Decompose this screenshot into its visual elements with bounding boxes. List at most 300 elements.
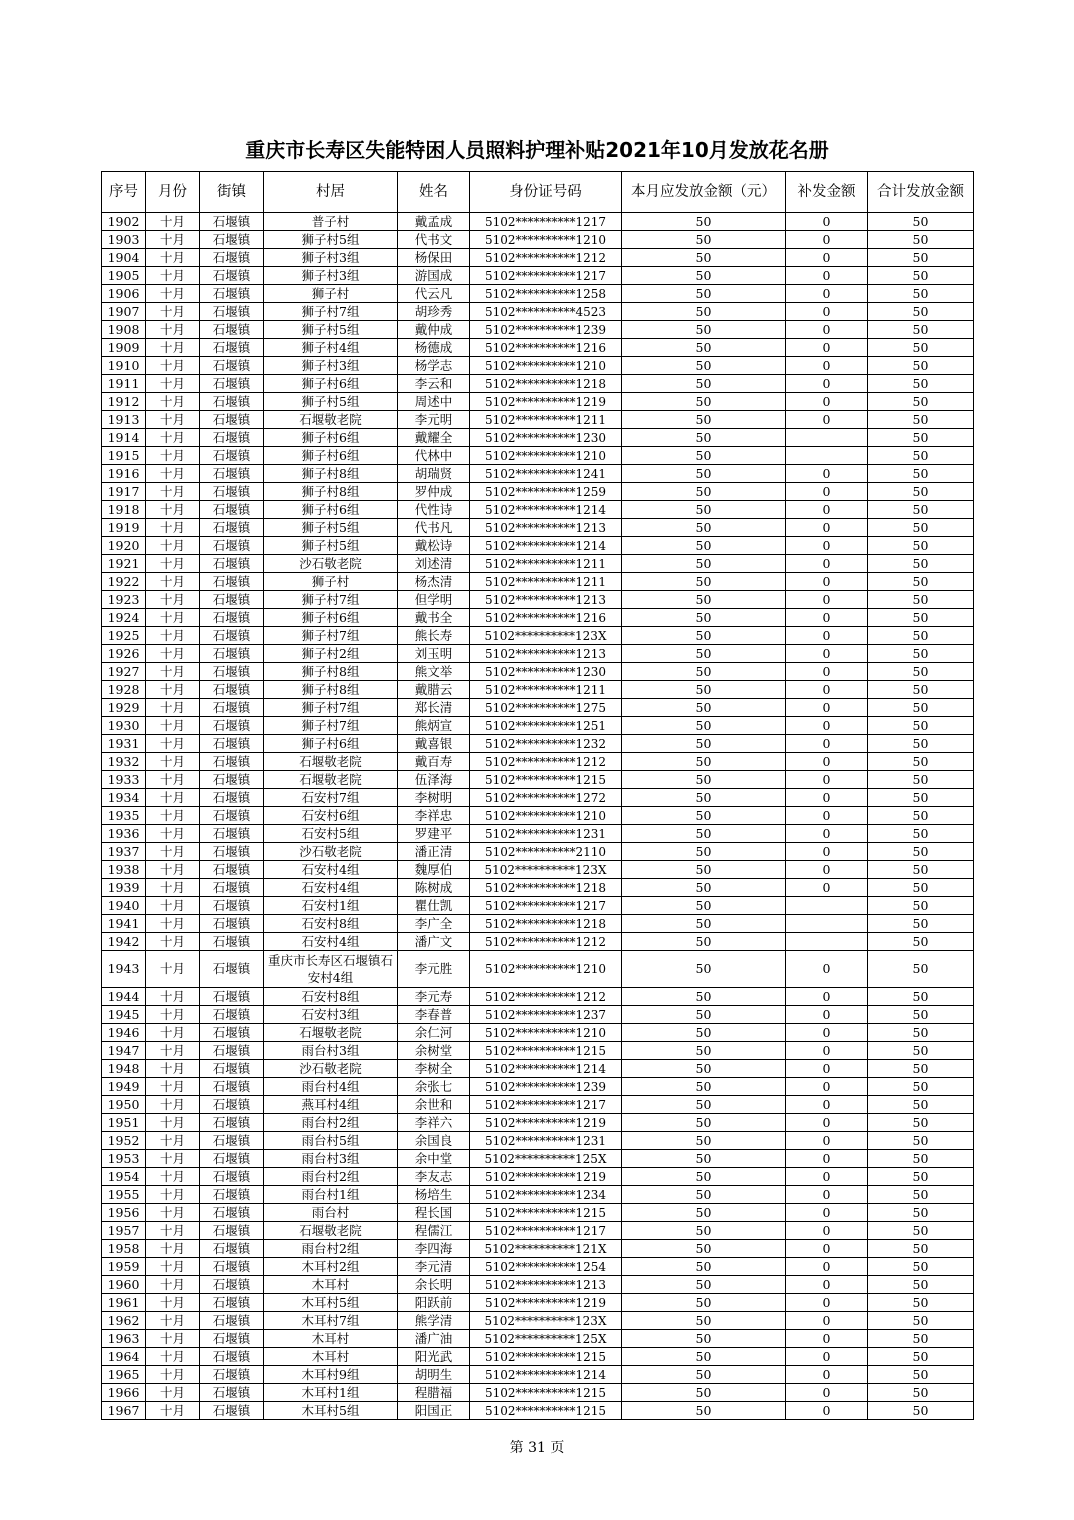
id-number-cell: 5102**********1214 [470, 1060, 622, 1078]
town-cell: 石堰镇 [200, 357, 264, 375]
town-cell: 石堰镇 [200, 771, 264, 789]
town-cell: 石堰镇 [200, 501, 264, 519]
month-cell: 十月 [146, 609, 200, 627]
name-cell: 杨杰清 [398, 573, 470, 591]
town-cell: 石堰镇 [200, 1348, 264, 1366]
table-row [102, 1168, 974, 1186]
total-cell: 50 [868, 699, 974, 717]
total-cell: 50 [868, 1060, 974, 1078]
amount-due-cell: 50 [622, 375, 786, 393]
village-cell: 雨台村2组 [264, 1240, 398, 1258]
seq-cell: 1907 [102, 303, 146, 321]
name-cell: 潘广油 [398, 1330, 470, 1348]
table-row [102, 1384, 974, 1402]
town-cell: 石堰镇 [200, 735, 264, 753]
seq-cell: 1922 [102, 573, 146, 591]
table-row [102, 573, 974, 591]
back-pay-cell: 0 [786, 1222, 868, 1240]
back-pay-cell: 0 [786, 483, 868, 501]
total-cell: 50 [868, 303, 974, 321]
total-cell: 50 [868, 429, 974, 447]
name-cell: 潘正清 [398, 843, 470, 861]
name-cell: 李元寿 [398, 988, 470, 1006]
name-cell: 陈树成 [398, 879, 470, 897]
name-cell: 阳跃前 [398, 1294, 470, 1312]
seq-cell: 1916 [102, 465, 146, 483]
back-pay-cell: 0 [786, 1312, 868, 1330]
seq-cell: 1947 [102, 1042, 146, 1060]
id-number-cell: 5102**********2110 [470, 843, 622, 861]
total-cell: 50 [868, 1024, 974, 1042]
total-cell: 50 [868, 1150, 974, 1168]
seq-cell: 1941 [102, 915, 146, 933]
total-cell: 50 [868, 447, 974, 465]
back-pay-cell: 0 [786, 213, 868, 231]
town-cell: 石堰镇 [200, 609, 264, 627]
seq-cell: 1914 [102, 429, 146, 447]
seq-cell: 1924 [102, 609, 146, 627]
id-number-cell: 5102**********1219 [470, 1294, 622, 1312]
amount-due-cell: 50 [622, 1186, 786, 1204]
town-cell: 石堰镇 [200, 1312, 264, 1330]
seq-cell: 1952 [102, 1132, 146, 1150]
town-cell: 石堰镇 [200, 1168, 264, 1186]
seq-cell: 1961 [102, 1294, 146, 1312]
table-row [102, 1042, 974, 1060]
total-cell: 50 [868, 1168, 974, 1186]
table-row [102, 1024, 974, 1042]
back-pay-cell: 0 [786, 1024, 868, 1042]
id-number-cell: 5102**********1234 [470, 1186, 622, 1204]
back-pay-cell: 0 [786, 1132, 868, 1150]
table-row [102, 807, 974, 825]
village-cell: 木耳村2组 [264, 1258, 398, 1276]
back-pay-cell: 0 [786, 573, 868, 591]
town-cell: 石堰镇 [200, 897, 264, 915]
id-number-cell: 5102**********1237 [470, 1006, 622, 1024]
name-cell: 杨培生 [398, 1186, 470, 1204]
month-cell: 十月 [146, 501, 200, 519]
town-cell: 石堰镇 [200, 681, 264, 699]
seq-cell: 1934 [102, 789, 146, 807]
total-cell: 50 [868, 339, 974, 357]
back-pay-cell: 0 [786, 1060, 868, 1078]
seq-cell: 1921 [102, 555, 146, 573]
amount-due-cell: 50 [622, 591, 786, 609]
back-pay-cell: 0 [786, 951, 868, 988]
month-cell: 十月 [146, 321, 200, 339]
total-cell: 50 [868, 825, 974, 843]
month-cell: 十月 [146, 1402, 200, 1420]
town-cell: 石堰镇 [200, 1024, 264, 1042]
village-cell: 沙石敬老院 [264, 555, 398, 573]
village-cell: 雨台村 [264, 1204, 398, 1222]
id-number-cell: 5102**********1212 [470, 933, 622, 951]
id-number-cell: 5102**********1231 [470, 825, 622, 843]
header-cell: 村居 [264, 172, 398, 213]
seq-cell: 1926 [102, 645, 146, 663]
id-number-cell: 5102**********1251 [470, 717, 622, 735]
id-number-cell: 5102**********1212 [470, 753, 622, 771]
id-number-cell: 5102**********1213 [470, 645, 622, 663]
table-row [102, 1078, 974, 1096]
back-pay-cell: 0 [786, 411, 868, 429]
village-cell: 狮子村7组 [264, 717, 398, 735]
total-cell: 50 [868, 537, 974, 555]
amount-due-cell: 50 [622, 285, 786, 303]
month-cell: 十月 [146, 753, 200, 771]
total-cell: 50 [868, 1312, 974, 1330]
id-number-cell: 5102**********1211 [470, 411, 622, 429]
table-row [102, 213, 974, 231]
village-cell: 狮子村4组 [264, 339, 398, 357]
amount-due-cell: 50 [622, 663, 786, 681]
header-cell: 姓名 [398, 172, 470, 213]
seq-cell: 1929 [102, 699, 146, 717]
seq-cell: 1927 [102, 663, 146, 681]
amount-due-cell: 50 [622, 1078, 786, 1096]
amount-due-cell: 50 [622, 537, 786, 555]
back-pay-cell: 0 [786, 249, 868, 267]
amount-due-cell: 50 [622, 789, 786, 807]
name-cell: 李四海 [398, 1240, 470, 1258]
name-cell: 胡瑞贤 [398, 465, 470, 483]
id-number-cell: 5102**********1215 [470, 1042, 622, 1060]
village-cell: 石安村8组 [264, 915, 398, 933]
name-cell: 潘广文 [398, 933, 470, 951]
amount-due-cell: 50 [622, 429, 786, 447]
seq-cell: 1966 [102, 1384, 146, 1402]
amount-due-cell: 50 [622, 357, 786, 375]
town-cell: 石堰镇 [200, 1006, 264, 1024]
town-cell: 石堰镇 [200, 861, 264, 879]
total-cell: 50 [868, 573, 974, 591]
back-pay-cell: 0 [786, 393, 868, 411]
seq-cell: 1955 [102, 1186, 146, 1204]
id-number-cell: 5102**********1211 [470, 555, 622, 573]
town-cell: 石堰镇 [200, 1060, 264, 1078]
id-number-cell: 5102**********1258 [470, 285, 622, 303]
id-number-cell: 5102**********1216 [470, 339, 622, 357]
amount-due-cell: 50 [622, 1384, 786, 1402]
village-cell: 狮子村 [264, 285, 398, 303]
id-number-cell: 5102**********1218 [470, 375, 622, 393]
table-row [102, 789, 974, 807]
table-row [102, 645, 974, 663]
table-row [102, 339, 974, 357]
back-pay-cell: 0 [786, 1276, 868, 1294]
month-cell: 十月 [146, 988, 200, 1006]
town-cell: 石堰镇 [200, 591, 264, 609]
month-cell: 十月 [146, 663, 200, 681]
name-cell: 李树全 [398, 1060, 470, 1078]
town-cell: 石堰镇 [200, 1078, 264, 1096]
town-cell: 石堰镇 [200, 1330, 264, 1348]
table-row [102, 1312, 974, 1330]
town-cell: 石堰镇 [200, 1222, 264, 1240]
seq-cell: 1910 [102, 357, 146, 375]
total-cell: 50 [868, 357, 974, 375]
name-cell: 程腊福 [398, 1384, 470, 1402]
town-cell: 石堰镇 [200, 1186, 264, 1204]
seq-cell: 1919 [102, 519, 146, 537]
id-number-cell: 5102**********1210 [470, 447, 622, 465]
name-cell: 周述中 [398, 393, 470, 411]
name-cell: 余国良 [398, 1132, 470, 1150]
village-cell: 狮子村5组 [264, 537, 398, 555]
back-pay-cell [786, 447, 868, 465]
amount-due-cell: 50 [622, 879, 786, 897]
month-cell: 十月 [146, 735, 200, 753]
town-cell: 石堰镇 [200, 1402, 264, 1420]
total-cell: 50 [868, 1096, 974, 1114]
id-number-cell: 5102**********1218 [470, 879, 622, 897]
amount-due-cell: 50 [622, 915, 786, 933]
town-cell: 石堰镇 [200, 627, 264, 645]
name-cell: 李广全 [398, 915, 470, 933]
village-cell: 雨台村5组 [264, 1132, 398, 1150]
village-cell: 木耳村5组 [264, 1294, 398, 1312]
month-cell: 十月 [146, 1024, 200, 1042]
total-cell: 50 [868, 861, 974, 879]
village-cell: 石堰敬老院 [264, 771, 398, 789]
village-cell: 狮子村5组 [264, 321, 398, 339]
town-cell: 石堰镇 [200, 1276, 264, 1294]
seq-cell: 1938 [102, 861, 146, 879]
seq-cell: 1937 [102, 843, 146, 861]
village-cell: 木耳村 [264, 1348, 398, 1366]
name-cell: 代书文 [398, 231, 470, 249]
name-cell: 李春普 [398, 1006, 470, 1024]
village-cell: 狮子村2组 [264, 645, 398, 663]
back-pay-cell [786, 915, 868, 933]
seq-cell: 1923 [102, 591, 146, 609]
back-pay-cell: 0 [786, 591, 868, 609]
amount-due-cell: 50 [622, 1024, 786, 1042]
amount-due-cell: 50 [622, 1240, 786, 1258]
month-cell: 十月 [146, 591, 200, 609]
id-number-cell: 5102**********123X [470, 861, 622, 879]
month-cell: 十月 [146, 1258, 200, 1276]
name-cell: 但学明 [398, 591, 470, 609]
village-cell: 雨台村2组 [264, 1114, 398, 1132]
back-pay-cell: 0 [786, 465, 868, 483]
amount-due-cell: 50 [622, 1330, 786, 1348]
back-pay-cell: 0 [786, 861, 868, 879]
total-cell: 50 [868, 1240, 974, 1258]
name-cell: 代云凡 [398, 285, 470, 303]
village-cell: 狮子村6组 [264, 609, 398, 627]
id-number-cell: 5102**********1213 [470, 519, 622, 537]
total-cell: 50 [868, 1276, 974, 1294]
total-cell: 50 [868, 1384, 974, 1402]
back-pay-cell: 0 [786, 537, 868, 555]
back-pay-cell: 0 [786, 519, 868, 537]
table-row [102, 771, 974, 789]
seq-cell: 1943 [102, 951, 146, 988]
table-row [102, 1240, 974, 1258]
amount-due-cell: 50 [622, 267, 786, 285]
month-cell: 十月 [146, 681, 200, 699]
seq-cell: 1939 [102, 879, 146, 897]
table-row [102, 717, 974, 735]
town-cell: 石堰镇 [200, 231, 264, 249]
name-cell: 罗建平 [398, 825, 470, 843]
seq-cell: 1946 [102, 1024, 146, 1042]
name-cell: 李树明 [398, 789, 470, 807]
table-row [102, 681, 974, 699]
table-row [102, 915, 974, 933]
seq-cell: 1962 [102, 1312, 146, 1330]
month-cell: 十月 [146, 447, 200, 465]
month-cell: 十月 [146, 231, 200, 249]
id-number-cell: 5102**********1232 [470, 735, 622, 753]
back-pay-cell: 0 [786, 1186, 868, 1204]
id-number-cell: 5102**********1215 [470, 771, 622, 789]
id-number-cell: 5102**********1254 [470, 1258, 622, 1276]
village-cell: 狮子村3组 [264, 267, 398, 285]
total-cell: 50 [868, 1186, 974, 1204]
name-cell: 李祥忠 [398, 807, 470, 825]
total-cell: 50 [868, 789, 974, 807]
village-cell: 狮子村6组 [264, 375, 398, 393]
village-cell: 石堰敬老院 [264, 411, 398, 429]
month-cell: 十月 [146, 843, 200, 861]
table-row [102, 555, 974, 573]
total-cell: 50 [868, 1402, 974, 1420]
month-cell: 十月 [146, 933, 200, 951]
table-row [102, 1258, 974, 1276]
back-pay-cell: 0 [786, 1240, 868, 1258]
village-cell: 狮子村5组 [264, 393, 398, 411]
seq-cell: 1920 [102, 537, 146, 555]
seq-cell: 1913 [102, 411, 146, 429]
amount-due-cell: 50 [622, 1312, 786, 1330]
seq-cell: 1948 [102, 1060, 146, 1078]
month-cell: 十月 [146, 1240, 200, 1258]
amount-due-cell: 50 [622, 717, 786, 735]
back-pay-cell: 0 [786, 1402, 868, 1420]
back-pay-cell: 0 [786, 1384, 868, 1402]
id-number-cell: 5102**********1219 [470, 1168, 622, 1186]
total-cell: 50 [868, 1006, 974, 1024]
seq-cell: 1945 [102, 1006, 146, 1024]
name-cell: 戴喜银 [398, 735, 470, 753]
village-cell: 雨台村3组 [264, 1042, 398, 1060]
total-cell: 50 [868, 393, 974, 411]
back-pay-cell: 0 [786, 501, 868, 519]
seq-cell: 1959 [102, 1258, 146, 1276]
name-cell: 熊学清 [398, 1312, 470, 1330]
seq-cell: 1967 [102, 1402, 146, 1420]
table-row [102, 393, 974, 411]
month-cell: 十月 [146, 825, 200, 843]
amount-due-cell: 50 [622, 393, 786, 411]
id-number-cell: 5102**********1213 [470, 1276, 622, 1294]
month-cell: 十月 [146, 1384, 200, 1402]
table-row [102, 825, 974, 843]
name-cell: 余张七 [398, 1078, 470, 1096]
village-cell: 狮子村3组 [264, 357, 398, 375]
village-cell: 石安村1组 [264, 897, 398, 915]
amount-due-cell: 50 [622, 249, 786, 267]
total-cell: 50 [868, 1258, 974, 1276]
back-pay-cell: 0 [786, 717, 868, 735]
amount-due-cell: 50 [622, 1366, 786, 1384]
town-cell: 石堰镇 [200, 1258, 264, 1276]
month-cell: 十月 [146, 1096, 200, 1114]
back-pay-cell: 0 [786, 267, 868, 285]
name-cell: 余长明 [398, 1276, 470, 1294]
seq-cell: 1925 [102, 627, 146, 645]
amount-due-cell: 50 [622, 825, 786, 843]
total-cell: 50 [868, 663, 974, 681]
name-cell: 魏厚伯 [398, 861, 470, 879]
total-cell: 50 [868, 717, 974, 735]
month-cell: 十月 [146, 249, 200, 267]
village-cell: 狮子村7组 [264, 699, 398, 717]
seq-cell: 1906 [102, 285, 146, 303]
town-cell: 石堰镇 [200, 483, 264, 501]
total-cell: 50 [868, 267, 974, 285]
town-cell: 石堰镇 [200, 285, 264, 303]
seq-cell: 1940 [102, 897, 146, 915]
town-cell: 石堰镇 [200, 573, 264, 591]
name-cell: 熊炳宣 [398, 717, 470, 735]
id-number-cell: 5102**********1210 [470, 951, 622, 988]
village-cell: 木耳村9组 [264, 1366, 398, 1384]
seq-cell: 1928 [102, 681, 146, 699]
back-pay-cell: 0 [786, 988, 868, 1006]
seq-cell: 1951 [102, 1114, 146, 1132]
back-pay-cell: 0 [786, 825, 868, 843]
total-cell: 50 [868, 771, 974, 789]
seq-cell: 1944 [102, 988, 146, 1006]
name-cell: 戴孟成 [398, 213, 470, 231]
month-cell: 十月 [146, 1312, 200, 1330]
town-cell: 石堰镇 [200, 555, 264, 573]
back-pay-cell: 0 [786, 609, 868, 627]
village-cell: 普子村 [264, 213, 398, 231]
total-cell: 50 [868, 1114, 974, 1132]
table-row [102, 465, 974, 483]
village-cell: 狮子村8组 [264, 465, 398, 483]
name-cell: 熊长寿 [398, 627, 470, 645]
month-cell: 十月 [146, 1042, 200, 1060]
id-number-cell: 5102**********1210 [470, 357, 622, 375]
total-cell: 50 [868, 411, 974, 429]
village-cell: 狮子村8组 [264, 681, 398, 699]
town-cell: 石堰镇 [200, 645, 264, 663]
back-pay-cell: 0 [786, 1114, 868, 1132]
back-pay-cell: 0 [786, 375, 868, 393]
town-cell: 石堰镇 [200, 915, 264, 933]
month-cell: 十月 [146, 645, 200, 663]
id-number-cell: 5102**********1230 [470, 663, 622, 681]
table-row [102, 1294, 974, 1312]
town-cell: 石堰镇 [200, 951, 264, 988]
amount-due-cell: 50 [622, 699, 786, 717]
name-cell: 戴书全 [398, 609, 470, 627]
village-cell: 木耳村 [264, 1330, 398, 1348]
back-pay-cell [786, 429, 868, 447]
village-cell: 木耳村5组 [264, 1402, 398, 1420]
amount-due-cell: 50 [622, 231, 786, 249]
name-cell: 余仁河 [398, 1024, 470, 1042]
table-row [102, 1132, 974, 1150]
month-cell: 十月 [146, 1150, 200, 1168]
amount-due-cell: 50 [622, 1402, 786, 1420]
